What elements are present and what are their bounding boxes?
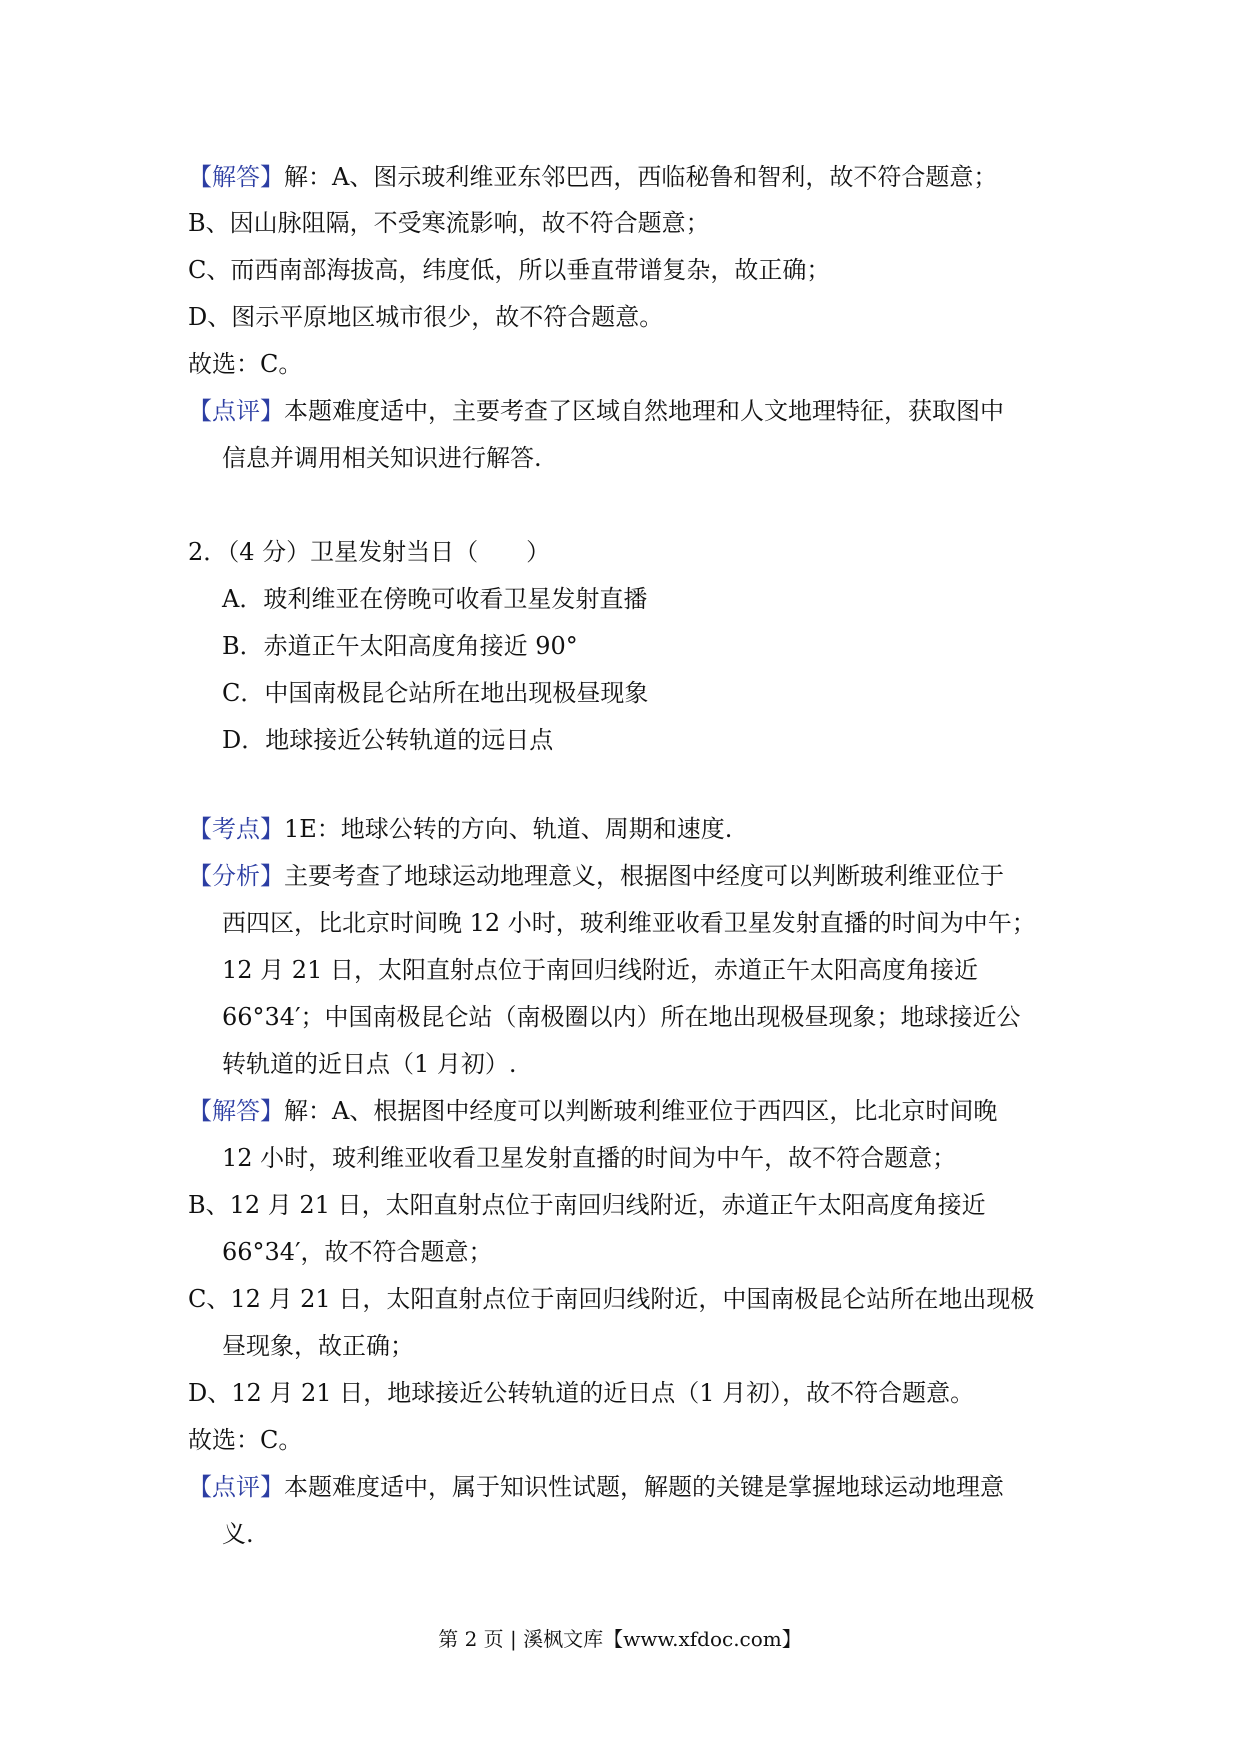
answer-choice: 故选：C。 (188, 1426, 303, 1454)
question-option: C．中国南极昆仑站所在地出现极昼现象 (222, 679, 649, 707)
kaodian-paragraph (188, 812, 732, 846)
answer-line: 昼现象，故正确； (222, 1332, 414, 1360)
answer-line: D、图示平原地区城市很少，故不符合题意。 (188, 303, 664, 331)
answer-line: 66°34′，故不符合题意； (222, 1238, 493, 1266)
answer-line: B、12 月 21 日，太阳直射点位于南回归线附近，赤道正午太阳高度角接近 (188, 1191, 986, 1219)
analysis-text: 主要考查了地球运动地理意义，根据图中经度可以判断玻利维亚位于 (284, 862, 1004, 890)
answer-line: C、而西南部海拔高，纬度低，所以垂直带谱复杂，故正确； (188, 256, 831, 284)
question-stem: 2．（4 分）卫星发射当日（ ） (188, 538, 551, 566)
answer-line: C、12 月 21 日，太阳直射点位于南回归线附近，中国南极昆仑站所在地出现极 (188, 1285, 1035, 1313)
answer-tag: 【解答】 (188, 163, 284, 191)
comment-paragraph (188, 1470, 1004, 1504)
comment-text: 本题难度适中，主要考查了区域自然地理和人文地理特征，获取图中 (284, 397, 1004, 425)
question-option: D．地球接近公转轨道的远日点 (222, 726, 554, 754)
answer-paragraph (188, 1094, 997, 1128)
page-footer: 第 2 页 | 溪枫文库【www.xfdoc.com】 (438, 1627, 802, 1651)
answer-line: D、12 月 21 日，地球接近公转轨道的近日点（1 月初），故不符合题意。 (188, 1379, 975, 1407)
comment-tag: 【点评】 (188, 397, 284, 425)
analysis-line: 转轨道的近日点（1 月初）. (222, 1050, 517, 1078)
answer-choice: 故选：C。 (188, 350, 303, 378)
answer-text: 解：A、图示玻利维亚东邻巴西，西临秘鲁和智利，故不符合题意； (284, 163, 998, 191)
comment-line: 义. (222, 1520, 254, 1548)
comment-paragraph (188, 394, 1004, 428)
analysis-tag: 【分析】 (188, 862, 284, 890)
question-option: B．赤道正午太阳高度角接近 90° (222, 632, 578, 660)
answer-text: 解：A、根据图中经度可以判断玻利维亚位于西四区，比北京时间晚 (284, 1097, 998, 1125)
comment-line: 信息并调用相关知识进行解答. (222, 444, 542, 472)
comment-text: 本题难度适中，属于知识性试题，解题的关键是掌握地球运动地理意 (284, 1473, 1004, 1501)
answer-paragraph (188, 160, 997, 194)
kaodian-tag: 【考点】 (188, 815, 284, 843)
kaodian-text: 1E：地球公转的方向、轨道、周期和速度. (284, 815, 733, 843)
analysis-line: 西四区，比北京时间晚 12 小时，玻利维亚收看卫星发射直播的时间为中午； (222, 909, 1036, 937)
answer-line: B、因山脉阻隔，不受寒流影响，故不符合题意； (188, 209, 710, 237)
analysis-line: 12 月 21 日，太阳直射点位于南回归线附近，赤道正午太阳高度角接近 (222, 956, 978, 984)
answer-tag: 【解答】 (188, 1097, 284, 1125)
question-option: A．玻利维亚在傍晚可收看卫星发射直播 (222, 585, 648, 613)
answer-line: 12 小时，玻利维亚收看卫星发射直播的时间为中午，故不符合题意； (222, 1144, 957, 1172)
analysis-line: 66°34′；中国南极昆仑站（南极圈以内）所在地出现极昼现象；地球接近公 (222, 1003, 1021, 1031)
analysis-paragraph (188, 859, 1004, 893)
comment-tag: 【点评】 (188, 1473, 284, 1501)
